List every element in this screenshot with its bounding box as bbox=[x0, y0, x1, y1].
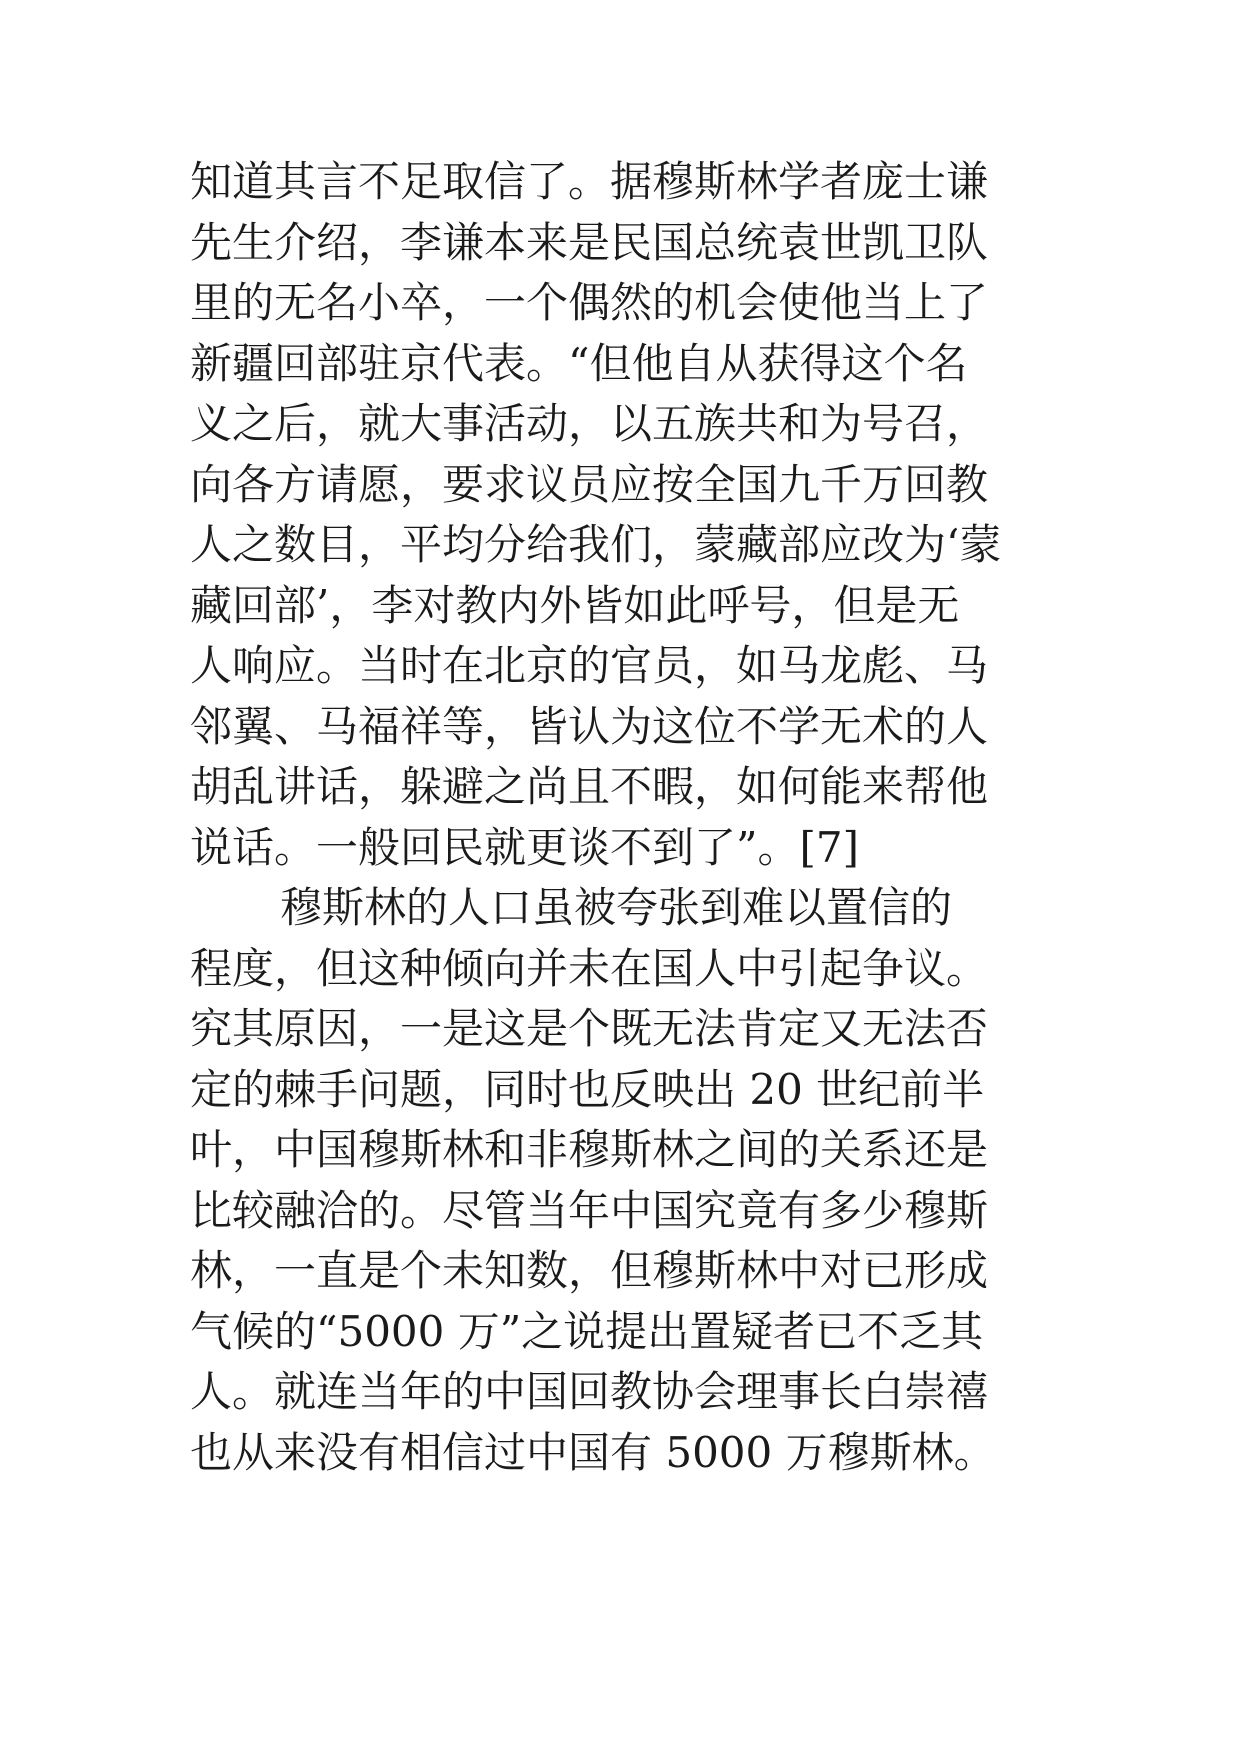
text-line: 向各方请愿，要求议员应按全国九千万回教 bbox=[190, 459, 989, 509]
text-line: 人之数目，平均分给我们，蒙藏部应改为‘蒙 bbox=[190, 520, 1002, 569]
text-line: 邻翼、马福祥等，皆认为这位不学无术的人 bbox=[190, 701, 989, 751]
paragraph-start-line: 穆斯林的人口虽被夸张到难以置信的 bbox=[280, 883, 953, 932]
text-line: 比较融洽的。尽管当年中国究竟有多少穆斯 bbox=[190, 1185, 989, 1235]
text-line: 新疆回部驻京代表。“但他自从获得这个名 bbox=[190, 338, 968, 388]
text-line: 定的棘手问题，同时也反映出 20 世纪前半 bbox=[190, 1064, 985, 1114]
text-line: 人。就连当年的中国回教协会理事长白崇禧 bbox=[190, 1367, 989, 1416]
text-line: 先生介绍，李谦本来是民国总统袁世凯卫队 bbox=[190, 217, 989, 267]
body-text bbox=[190, 152, 1070, 1483]
text-line: 人响应。当时在北京的官员，如马龙彪、马 bbox=[190, 641, 989, 690]
text-line: 藏回部’，李对教内外皆如此呼号，但是无 bbox=[190, 580, 960, 630]
text-line: 也从来没有相信过中国有 5000 万穆斯林。 bbox=[190, 1427, 996, 1477]
text-line: 叶，中国穆斯林和非穆斯林之间的关系还是 bbox=[190, 1125, 989, 1174]
text-line: 究其原因，一是这是个既无法肯定又无法否 bbox=[190, 1004, 989, 1053]
text-line: 气候的“5000 万”之说提出置疑者已不乏其 bbox=[190, 1306, 984, 1356]
text-line: 知道其言不足取信了。据穆斯林学者庞士谦 bbox=[190, 157, 989, 206]
text-line: 胡乱讲话，躲避之尚且不暇，如何能来帮他 bbox=[190, 762, 989, 811]
text-line: 林，一直是个未知数，但穆斯林中对已形成 bbox=[190, 1246, 989, 1295]
text-line: 说话。一般回民就更谈不到了”。[7] bbox=[190, 822, 859, 872]
text-line: 里的无名小卒，一个偶然的机会使他当上了 bbox=[190, 278, 989, 327]
text-line: 程度，但这种倾向并未在国人中引起争议。 bbox=[190, 943, 989, 993]
text-line: 义之后，就大事活动，以五族共和为号召， bbox=[190, 399, 989, 448]
